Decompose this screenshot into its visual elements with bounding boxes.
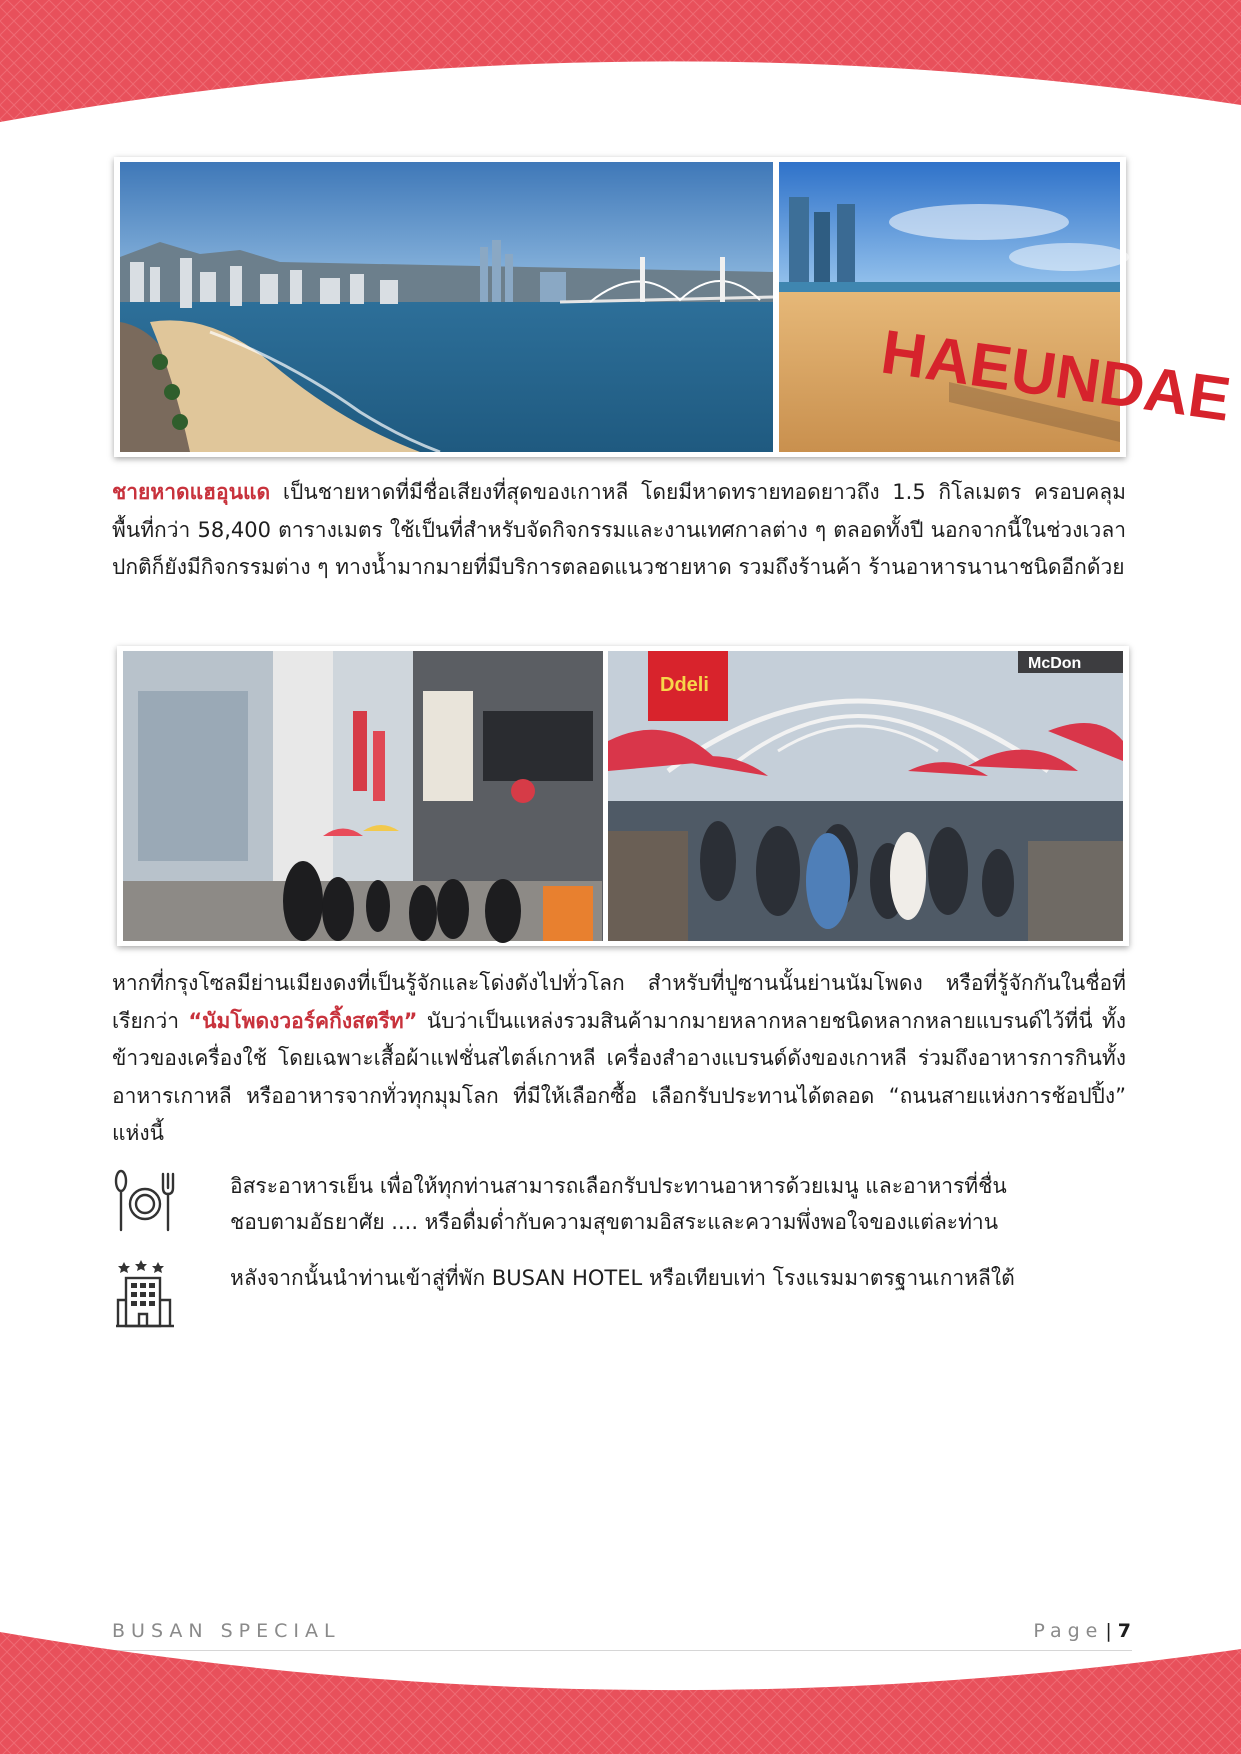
dining-icon xyxy=(112,1168,182,1238)
nampo-walking-street-title: “นัมโพดงวอร์คกิ้งสตรีท” xyxy=(188,1008,418,1033)
footer-page-separator: | xyxy=(1105,1620,1112,1642)
haeundae-bay-photo xyxy=(120,162,773,452)
dinner-text-line1: อิสระอาหารเย็น เพื่อให้ทุกท่านสามารถเลือกรับประทานอาหารด้วยเมนู และอาหารที่ชื่น xyxy=(230,1174,1007,1198)
beach-photo-strip xyxy=(114,157,1235,457)
haeundae-sign-photo xyxy=(779,162,1235,452)
nampo-market-photo xyxy=(608,651,1123,941)
haeundae-description-text: เป็นชายหาดที่มีชื่อเสียงที่สุดของเกาหลี โดยมีหาดทรายทอดยาวถึง 1.5 กิโลเมตร ครอบคลุมพื้นที่กว่า 58,400 ตารางเมตร ใช้เป็นที่สำหรับจัดกิจกรรมและงานเทศกาลต่าง ๆ ตลอดทั้งปี นอกจากนี้ในช่วงเวลาปกติก็ยังมีกิจกรรมต่าง ๆ ทางน้ำมากมายที่มีบริการตลอดแนวชายหาด รวมถึงร้านค้า ร้านอาหารนานาชนิดอีกด้วย xyxy=(112,480,1126,579)
dinner-row xyxy=(112,1168,1126,1244)
hotel-row xyxy=(112,1260,1126,1330)
hotel-icon xyxy=(112,1260,182,1330)
haeundae-sign-text: HAEUNDAE xyxy=(877,317,1235,435)
haeundae-description xyxy=(112,474,1126,587)
footer-page-label: Page xyxy=(1033,1620,1104,1642)
nampo-description xyxy=(112,965,1126,1153)
street-photo-strip xyxy=(117,646,1129,946)
mcdonalds-sign-text: McDon xyxy=(1028,655,1082,672)
top-wave-decoration xyxy=(0,0,1241,130)
dinner-text-line2: ชอบตามอัธยาศัย .... หรือดื่มด่ำกับความสุขตามอิสระและความพึ่งพอใจของแต่ละท่าน xyxy=(230,1210,999,1234)
ddeli-sign-text: Ddeli xyxy=(660,674,709,696)
hotel-text: หลังจากนั้นนำท่านเข้าสู่ที่พัก BUSAN HOTEL หรือเทียบเท่า โรงแรมมาตรฐานเกาหลีใต้ xyxy=(230,1266,1015,1290)
nampo-description-start: หากที่กรุงโซลมีย่านเมียงดงที่เป็นรู้จักและโด่งดังไปทั่วโลก สำหรับที่ปูซานนั้นย่านนัมโพดง หรือที่รู้จักกันในชื่อที่เรียกว่า xyxy=(112,971,1126,1033)
footer-page-number: 7 xyxy=(1117,1620,1131,1642)
bottom-wave-decoration xyxy=(0,1624,1241,1754)
nampo-description-end: นับว่าเป็นแหล่งรวมสินค้ามากมายหลากหลายชนิดหลากหลายแบรนด์ไว้ที่นี่ ทั้งข้าวของเครื่องใช้ โดยเฉพาะเสื้อผ้าแฟชั่นสไตล์เกาหลี เครื่องสำอางแบรนด์ดังของเกาหลี ร่วมถึงอาหารการกินทั้งอาหารเกาหลี หรืออาหารจากทั่วทุกมุมโลก ที่มีให้เลือกซื้อ เลือกรับประทานได้ตลอด “ถนนสายแห่งการช้อปปิ้ง” แห่งนี้ xyxy=(112,1008,1126,1145)
footer-brand: BUSAN SPECIAL xyxy=(112,1620,341,1642)
haeundae-beach-title: ชายหาดแฮอุนแด xyxy=(112,480,271,504)
dinner-text xyxy=(230,1168,1130,1240)
nampo-street-photo xyxy=(123,651,602,941)
